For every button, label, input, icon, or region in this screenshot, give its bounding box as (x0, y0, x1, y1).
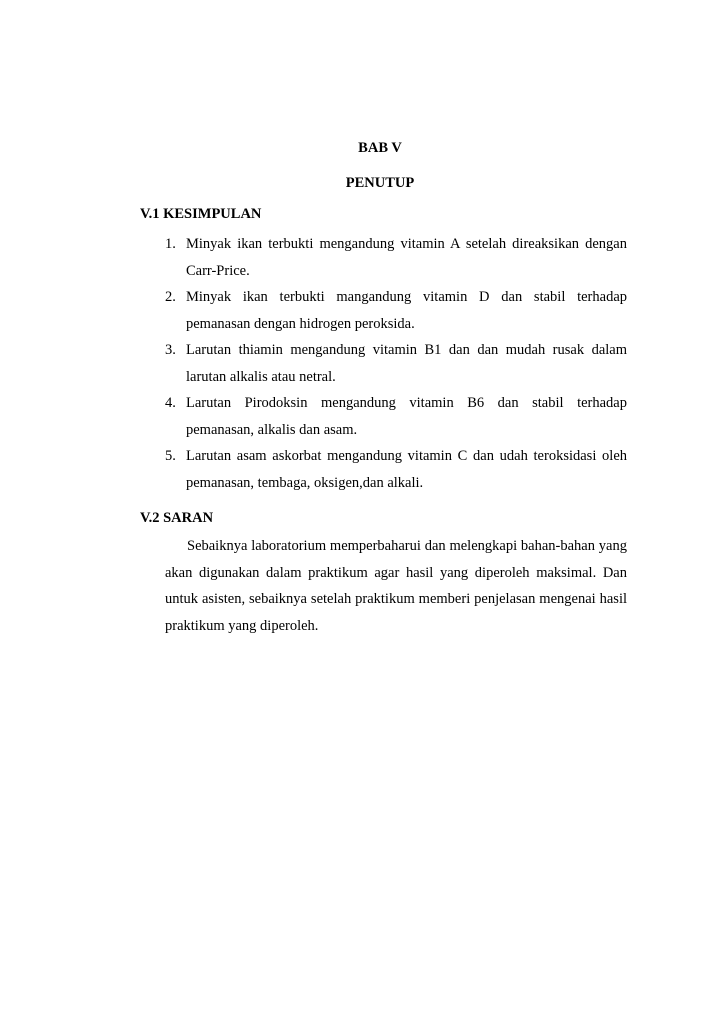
list-item-number: 1. (165, 236, 176, 252)
section-heading-saran: V.2 SARAN (140, 510, 214, 526)
saran-paragraph: Sebaiknya laboratorium memperbaharui dan melengkapi bahan-bahan yang akan digunakan dalam praktikum agar hasil yang diperoleh maksimal. Dan untuk asisten, sebaiknya setelah praktikum memberi penjelasan mengenai hasil praktikum yang diperoleh. (165, 538, 627, 634)
list-item-number: 3. (165, 342, 176, 358)
section-heading-kesimpulan: V.1 KESIMPULAN (140, 206, 262, 222)
list-item-number: 2. (165, 289, 176, 305)
list-item-text: Larutan asam askorbat mengandung vitamin C dan udah teroksidasi oleh pemanasan, tembaga, oksigen,dan alkali. (186, 448, 627, 491)
chapter-title: PENUTUP (345, 175, 415, 191)
chapter-number: BAB V (358, 140, 402, 156)
list-item (165, 443, 627, 496)
list-item-text: Larutan thiamin mengandung vitamin B1 dan dan mudah rusak dalam larutan alkalis atau netral. (186, 342, 627, 385)
conclusion-list (165, 231, 627, 496)
list-item-text: Minyak ikan terbukti mangandung vitamin D dan stabil terhadap pemanasan dengan hidrogen peroksida. (186, 289, 627, 332)
list-item (165, 390, 627, 443)
list-item (165, 337, 627, 390)
list-item-text: Larutan Pirodoksin mengandung vitamin B6 dan stabil terhadap pemanasan, alkalis dan asam. (186, 395, 627, 438)
list-item (165, 284, 627, 337)
list-item-number: 5. (165, 448, 176, 464)
list-item (165, 231, 627, 284)
list-item-text: Minyak ikan terbukti mengandung vitamin A setelah direaksikan dengan Carr-Price. (186, 236, 627, 279)
list-item-number: 4. (165, 395, 176, 411)
